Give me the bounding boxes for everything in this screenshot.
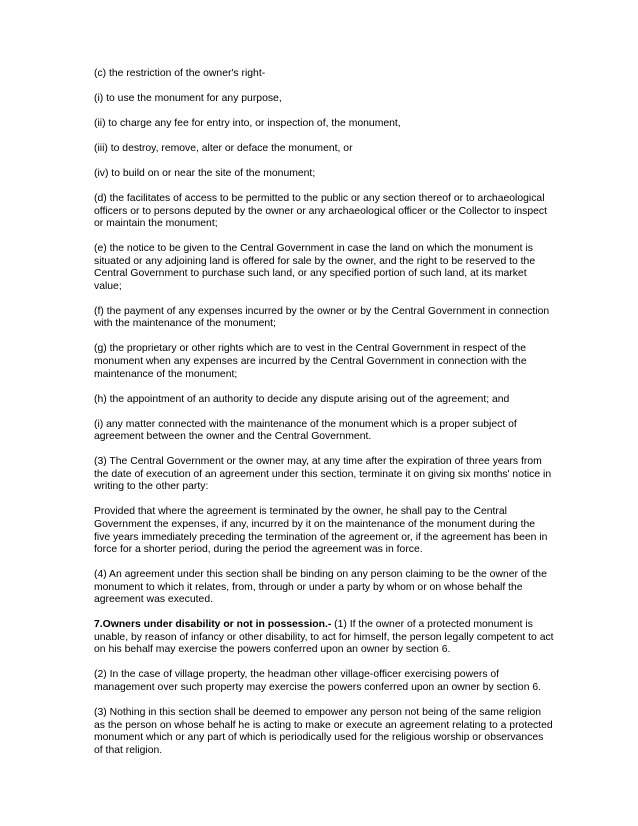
clause-c-i: (i) to use the monument for any purpose, [94,92,282,104]
section-7-subsection-2: (2) In the case of village property, the headman other village-officer exercising powers of management over such property may exercise the powers conferred upon an owner by section 6. [94,669,542,694]
section-7-paragraph [94,619,554,657]
clause-d: (d) the facilitates of access to be permitted to the public or any section thereof or to archaeological officers or to persons deputed by the owner or any archaeological officer or the Collector to inspect or maintain the monument; [94,192,548,230]
subsection-3: (3) The Central Government or the owner may, at any time after the expiration of three years from the date of execution of an agreement under this section, terminate it on giving six months' notice in writing to the other party: [94,456,552,493]
section-7-subsection-3: (3) Nothing in this section shall be deemed to empower any person not being of the same religion as the person on whose behalf he is acting to make or execute an agreement relating to a protected monument which or any part of which is periodically used for the religious worship or observances of that religion. [94,707,553,756]
section-7-text: (1) If the owner of a protected monument is unable, by reason of infancy or other disability, to act for himself, the person legally competent to act on his behalf may exercise the powers conferred upon an owner by section 6. [94,619,554,656]
clause-c-iii: (iii) to destroy, remove, alter or deface the monument, or [94,142,353,154]
clause-h: (h) the appointment of an authority to decide any dispute arising out of the agreement; and [94,393,510,405]
proviso: Provided that where the agreement is terminated by the owner, he shall pay to the Central Government the expenses, if any, incurred by it on the maintenance of the monument during the five years immediately preceding the termination of the agreement or, if the agreement has been in force for a shorter period, during the period the agreement was in force. [94,506,548,556]
clause-f: (f) the payment of any expenses incurred by the owner or by the Central Government in connection with the maintenance of the monument; [94,305,550,330]
document-page [94,68,554,770]
clause-e: (e) the notice to be given to the Central Government in case the land on which the monument is situated or any adjoining land is offered for sale by the owner, and the right to be reserved to the Central Government to purchase such land, or any specified portion of such land, at its market value; [94,243,536,292]
clause-i: (i) any matter connected with the maintenance of the monument which is a proper subject of agreement between the owner and the Central Government. [94,418,517,443]
subsection-4: (4) An agreement under this section shall be binding on any person claiming to be the owner of the monument to which it relates, from, through or under a party by whom or on whose behalf the agreement was executed. [94,569,547,606]
clause-c: (c) the restriction of the owner's right- [94,68,266,79]
clause-c-iv: (iv) to build on or near the site of the monument; [94,167,316,179]
clause-c-ii: (ii) to charge any fee for entry into, or inspection of, the monument, [94,117,401,129]
section-7-heading: 7.Owners under disability or not in possession.- [94,619,332,631]
clause-g: (g) the proprietary or other rights which are to vest in the Central Government in respect of the monument when any expenses are incurred by the Central Government in connection with the maintenance of the monument; [94,343,527,380]
